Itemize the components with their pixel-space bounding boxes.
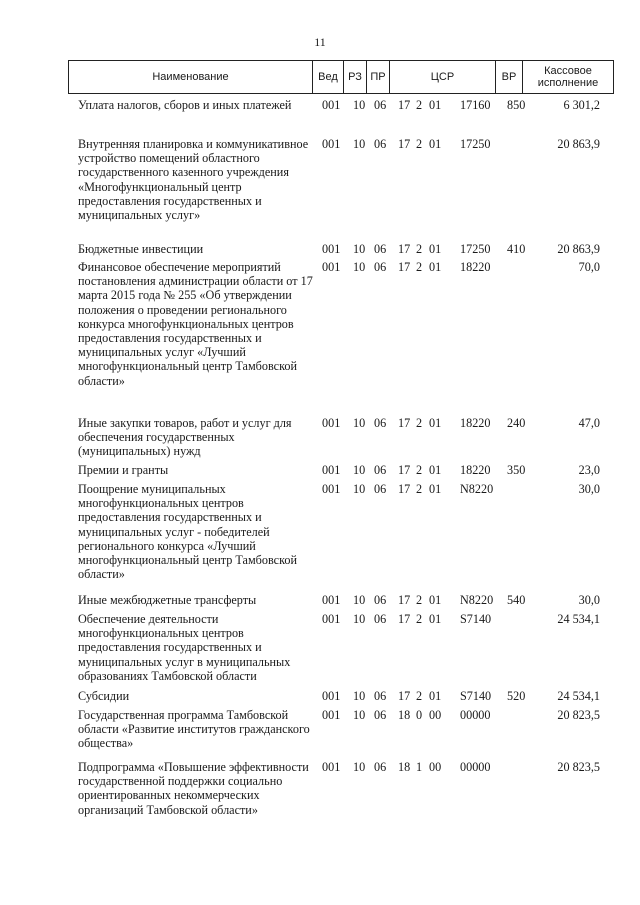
row-rz: 10 bbox=[353, 242, 366, 256]
row-ved: 001 bbox=[322, 689, 341, 703]
row-csr-event: 00 bbox=[429, 760, 442, 774]
header-name: Наименование bbox=[69, 61, 313, 93]
row-csr-direction: 18220 bbox=[460, 463, 491, 477]
row-name: Бюджетные инвестиции bbox=[78, 242, 204, 256]
row-csr-subprogram: 2 bbox=[416, 482, 423, 496]
row-pr: 06 bbox=[374, 260, 387, 274]
row-csr-event: 01 bbox=[429, 612, 442, 626]
row-csr-direction: 17250 bbox=[460, 137, 491, 151]
row-csr-program: 17 bbox=[398, 98, 411, 112]
row-name: Государственная программа Тамбовской области «Развитие институтов гражданского общества» bbox=[78, 708, 310, 751]
row-rz: 10 bbox=[353, 416, 366, 430]
row-pr: 06 bbox=[374, 137, 387, 151]
row-name: Иные межбюджетные трансферты bbox=[78, 593, 257, 607]
row-csr-program: 18 bbox=[398, 760, 411, 774]
row-pr: 06 bbox=[374, 760, 387, 774]
row-ved: 001 bbox=[322, 242, 341, 256]
header-ved: Вед bbox=[313, 61, 344, 93]
row-vr: 240 bbox=[507, 416, 526, 430]
row-csr-direction: 00000 bbox=[460, 760, 491, 774]
row-amount: 20 863,9 bbox=[557, 242, 600, 256]
row-rz: 10 bbox=[353, 260, 366, 274]
row-vr: 350 bbox=[507, 463, 526, 477]
row-csr-program: 17 bbox=[398, 689, 411, 703]
row-csr-program: 18 bbox=[398, 708, 411, 722]
row-csr-subprogram: 2 bbox=[416, 260, 423, 274]
row-pr: 06 bbox=[374, 689, 387, 703]
row-csr-direction: S7140 bbox=[460, 689, 492, 703]
row-rz: 10 bbox=[353, 593, 366, 607]
row-csr-direction: 17160 bbox=[460, 98, 491, 112]
row-csr-program: 17 bbox=[398, 416, 411, 430]
row-csr-direction: N8220 bbox=[460, 593, 494, 607]
row-amount: 70,0 bbox=[578, 260, 600, 274]
row-rz: 10 bbox=[353, 612, 366, 626]
row-ved: 001 bbox=[322, 137, 341, 151]
row-name: Субсидии bbox=[78, 689, 130, 703]
row-rz: 10 bbox=[353, 760, 366, 774]
row-pr: 06 bbox=[374, 593, 387, 607]
row-csr-event: 01 bbox=[429, 463, 442, 477]
header-rz: РЗ bbox=[344, 61, 367, 93]
header-amount: Кассовое исполнение bbox=[537, 65, 599, 89]
row-csr-event: 01 bbox=[429, 137, 442, 151]
row-csr-subprogram: 2 bbox=[416, 242, 423, 256]
row-rz: 10 bbox=[353, 708, 366, 722]
row-csr-direction: 18220 bbox=[460, 416, 491, 430]
row-name: Подпрограмма «Повышение эффективности государственной поддержки социально ориентированных некоммерческих организаций Тамбовской области» bbox=[78, 760, 309, 817]
row-csr-event: 01 bbox=[429, 98, 442, 112]
row-amount: 23,0 bbox=[578, 463, 600, 477]
row-csr-program: 17 bbox=[398, 482, 411, 496]
row-amount: 24 534,1 bbox=[557, 689, 600, 703]
row-amount: 30,0 bbox=[578, 593, 600, 607]
row-pr: 06 bbox=[374, 708, 387, 722]
row-csr-program: 17 bbox=[398, 137, 411, 151]
row-csr-event: 01 bbox=[429, 416, 442, 430]
row-ved: 001 bbox=[322, 98, 341, 112]
row-pr: 06 bbox=[374, 416, 387, 430]
row-csr-direction: 18220 bbox=[460, 260, 491, 274]
row-amount: 20 823,5 bbox=[557, 760, 600, 774]
header-vr: ВР bbox=[496, 61, 523, 93]
row-csr-subprogram: 2 bbox=[416, 416, 423, 430]
row-rz: 10 bbox=[353, 137, 366, 151]
row-vr: 410 bbox=[507, 242, 526, 256]
row-csr-subprogram: 2 bbox=[416, 593, 423, 607]
row-vr: 850 bbox=[507, 98, 526, 112]
row-csr-event: 01 bbox=[429, 593, 442, 607]
row-name: Поощрение муниципальных многофункциональных центров предоставления государственных и муниципальных услуг - победителей регионального конкурса «Лучший многофункциональный центр Тамбовской области» bbox=[78, 482, 297, 582]
row-ved: 001 bbox=[322, 416, 341, 430]
row-csr-program: 17 bbox=[398, 593, 411, 607]
header-pr: ПР bbox=[367, 61, 390, 93]
row-amount: 30,0 bbox=[578, 482, 600, 496]
row-csr-program: 17 bbox=[398, 260, 411, 274]
row-ved: 001 bbox=[322, 708, 341, 722]
row-ved: 001 bbox=[322, 260, 341, 274]
row-pr: 06 bbox=[374, 482, 387, 496]
row-rz: 10 bbox=[353, 463, 366, 477]
row-csr-subprogram: 2 bbox=[416, 463, 423, 477]
row-ved: 001 bbox=[322, 482, 341, 496]
row-csr-direction: N8220 bbox=[460, 482, 494, 496]
row-rz: 10 bbox=[353, 482, 366, 496]
row-name: Премии и гранты bbox=[78, 463, 169, 477]
row-csr-subprogram: 1 bbox=[416, 760, 423, 774]
row-pr: 06 bbox=[374, 463, 387, 477]
header-csr: ЦСР bbox=[390, 61, 496, 93]
row-name: Иные закупки товаров, работ и услуг для обеспечения государственных (муниципальных) нужд bbox=[78, 416, 292, 459]
row-csr-program: 17 bbox=[398, 612, 411, 626]
row-pr: 06 bbox=[374, 98, 387, 112]
row-csr-direction: S7140 bbox=[460, 612, 492, 626]
row-ved: 001 bbox=[322, 463, 341, 477]
row-csr-program: 17 bbox=[398, 463, 411, 477]
row-pr: 06 bbox=[374, 612, 387, 626]
row-name: Финансовое обеспечение мероприятий постановления администрации области от 17 марта 2015 года № 255 «Об утверждении положения о проведении регионального конкурса многофункциональных центров предоставления государственных и муниципальных услуг «Лучший многофункциональный центр Тамбовской области» bbox=[78, 260, 313, 388]
row-csr-event: 01 bbox=[429, 242, 442, 256]
table-header bbox=[68, 60, 614, 94]
row-vr: 540 bbox=[507, 593, 526, 607]
row-csr-event: 00 bbox=[429, 708, 442, 722]
row-amount: 20 863,9 bbox=[557, 137, 600, 151]
page-number: 11 bbox=[314, 35, 326, 49]
row-csr-subprogram: 2 bbox=[416, 612, 423, 626]
row-csr-direction: 17250 bbox=[460, 242, 491, 256]
row-csr-subprogram: 0 bbox=[416, 708, 423, 722]
row-csr-event: 01 bbox=[429, 260, 442, 274]
row-rz: 10 bbox=[353, 98, 366, 112]
row-name: Внутренняя планировка и коммуникативное устройство помещений областного государственного казенного учреждения «Многофункциональный центр предоставления государственных и муниципальных услуг» bbox=[78, 137, 309, 223]
row-ved: 001 bbox=[322, 612, 341, 626]
row-vr: 520 bbox=[507, 689, 526, 703]
row-ved: 001 bbox=[322, 593, 341, 607]
row-csr-program: 17 bbox=[398, 242, 411, 256]
row-name: Обеспечение деятельности многофункциональных центров предоставления государственных и муниципальных услуг в муниципальных образованиях Тамбовской области bbox=[78, 612, 291, 683]
row-csr-event: 01 bbox=[429, 482, 442, 496]
row-csr-subprogram: 2 bbox=[416, 137, 423, 151]
row-amount: 47,0 bbox=[578, 416, 600, 430]
row-csr-subprogram: 2 bbox=[416, 98, 423, 112]
row-ved: 001 bbox=[322, 760, 341, 774]
row-csr-subprogram: 2 bbox=[416, 689, 423, 703]
row-name: Уплата налогов, сборов и иных платежей bbox=[78, 98, 292, 112]
row-amount: 24 534,1 bbox=[557, 612, 600, 626]
row-csr-direction: 00000 bbox=[460, 708, 491, 722]
row-amount: 6 301,2 bbox=[563, 98, 600, 112]
row-csr-event: 01 bbox=[429, 689, 442, 703]
row-rz: 10 bbox=[353, 689, 366, 703]
row-pr: 06 bbox=[374, 242, 387, 256]
row-amount: 20 823,5 bbox=[557, 708, 600, 722]
